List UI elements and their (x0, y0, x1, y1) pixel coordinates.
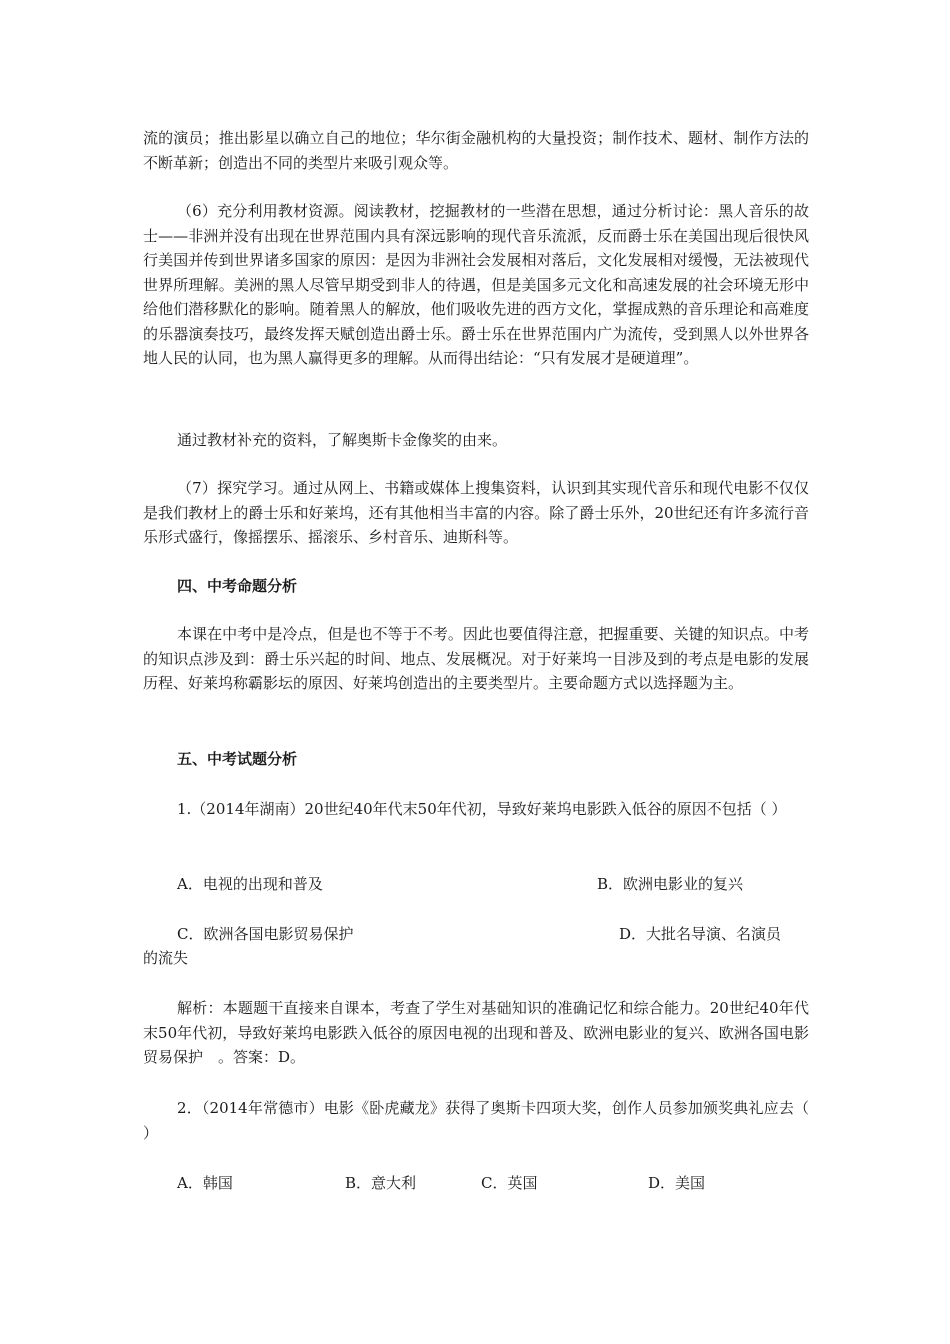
section-heading-exam-analysis: 四、中考命题分析 (177, 577, 298, 595)
question-2-option-a: A．韩国 (177, 1174, 233, 1192)
paragraph-oscar-origin: 通过教材补充的资料，了解奥斯卡金像奖的由来。 (177, 431, 508, 449)
question-1-stem: 1.（2014年湖南）20世纪40年代末50年代初，导致好莱坞电影跌入低谷的原因不包括（ ） (177, 800, 787, 818)
question-1-option-c: C．欧洲各国电影贸易保护 (177, 925, 354, 943)
question-2-option-b: B．意大利 (345, 1174, 417, 1192)
paragraph-exam-analysis: 本课在中考中是冷点，但是也不等于不考。因此也要值得注意，把握重要、关键的知识点。中考的知识点涉及到：爵士乐兴起的时间、地点、发展概况。对于好莱坞一目涉及到的考点是电影的发展历程、好莱坞称霸影坛的原因、好莱坞创造出的主要类型片。主要命题方式以选择题为主。 (143, 625, 809, 692)
question-2-option-d: D．美国 (648, 1174, 706, 1192)
question-1-explanation: 解析：本题题干直接来自课本，考查了学生对基础知识的准确记忆和综合能力。20世纪40年代末50年代初，导致好莱坞电影跌入低谷的原因电视的出现和普及、欧洲电影业的复兴、欧洲各国电影贸易保护 。答案：D。 (143, 999, 809, 1066)
paragraph-item-7: （7）探究学习。通过从网上、书籍或媒体上搜集资料，认识到其实现代音乐和现代电影不仅仅是我们教材上的爵士乐和好莱坞，还有其他相当丰富的内容。除了爵士乐外，20世纪还有许多流行音乐形式盛行，像摇摆乐、摇滚乐、乡村音乐、迪斯科等。 (143, 479, 809, 546)
paragraph-hollywood-reasons-continued: 流的演员；推出影星以确立自己的地位；华尔街金融机构的大量投资；制作技术、题材、制作方法的不断革新；创造出不同的类型片来吸引观众等。 (143, 129, 809, 172)
paragraph-item-6: （6）充分利用教材资源。阅读教材，挖掘教材的一些潜在思想，通过分析讨论：黑人音乐的故士——非洲并没有出现在世界范围内具有深远影响的现代音乐流派，反而爵士乐在美国出现后很快风行美国并传到世界诸多国家的原因：是因为非洲社会发展相对落后，文化发展相对缓慢，无法被现代世界所理解。美洲的黑人尽管早期受到非人的待遇，但是美国多元文化和高速发展的社会环境无形中给他们潜移默化的影响。随着黑人的解放，他们吸收先进的西方文化，掌握成熟的音乐理论和高难度的乐器演奏技巧，最终发挥天赋创造出爵士乐。爵士乐在世界范围内广为流传，受到黑人以外世界各地人民的认同，也为黑人赢得更多的理解。从而得出结论：“只有发展才是硬道理”。 (143, 202, 809, 367)
question-1-option-a: A．电视的出现和普及 (177, 875, 323, 893)
question-1-option-d: D．大批名导演、名演员 (619, 925, 782, 943)
question-2-stem: 2．（2014年常德市）电影《卧虎藏龙》获得了奥斯卡四项大奖，创作人员参加颁奖典礼应去（ ） (143, 1099, 809, 1142)
section-heading-exam-questions: 五、中考试题分析 (177, 750, 298, 768)
question-2-option-c: C．英国 (481, 1174, 538, 1192)
question-1-option-d-continued: 的流失 (143, 949, 189, 967)
question-1-option-b: B．欧洲电影业的复兴 (597, 875, 744, 893)
